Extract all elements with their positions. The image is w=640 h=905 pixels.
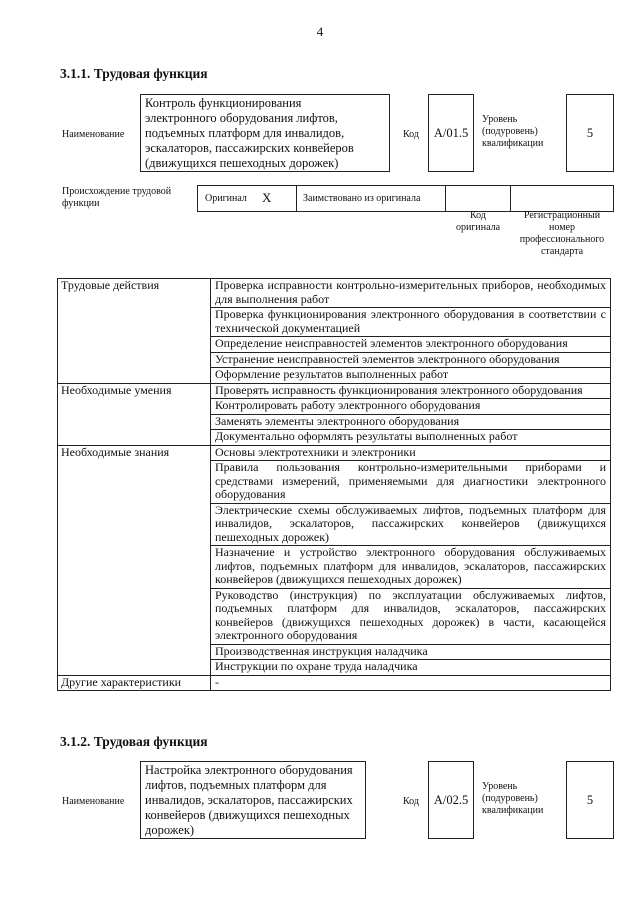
caption-line: Регистрационный [523, 210, 601, 221]
level-value-box [566, 761, 614, 839]
name-label: Наименование [62, 796, 125, 807]
level-label-line: Уровень [482, 781, 518, 792]
row-item: Заменять элементы электронного оборудования [211, 414, 611, 430]
row-item: Проверка функционирования электронного оборудования в соответствии с технической документацией [211, 308, 611, 337]
level-label-line: квалификации [482, 138, 544, 149]
section-heading: 3.1.1. Трудовая функция [60, 66, 208, 81]
row-item: - [211, 675, 611, 691]
labor-function-table [57, 278, 611, 691]
function-name-line: дорожек) [145, 823, 195, 837]
function-name-line: подъемных платформ для инвалидов, [145, 126, 345, 140]
level-value: 5 [586, 793, 594, 807]
borrowed-label: Заимствовано из оригинала [303, 193, 421, 204]
origin-original-cell [197, 185, 297, 212]
code-label: Код [403, 129, 419, 140]
origin-label-line: Происхождение трудовой [62, 186, 172, 197]
origin-label [62, 186, 171, 210]
code-value-box [428, 761, 474, 839]
row-item: Контролировать работу электронного оборудования [211, 399, 611, 415]
row-item: Основы электротехники и электроники [211, 445, 611, 461]
origin-code-cell [445, 185, 511, 212]
level-value: 5 [586, 126, 594, 140]
row-category: Необходимые умения [58, 383, 211, 445]
function-name-line: электронного оборудования лифтов, [145, 111, 338, 125]
code-value: A/02.5 [433, 793, 469, 807]
function-name-line: Контроль функционирования [145, 96, 302, 110]
row-item: Электрические схемы обслуживаемых лифтов, подъемных платформ для инвалидов, эскалаторов, пассажирских конвейеров (движущихся пешеходных дорожек) [211, 503, 611, 546]
row-category: Трудовые действия [58, 279, 211, 384]
function-name-line: Настройка электронного оборудования [145, 763, 353, 777]
caption-line: Код [470, 210, 486, 221]
row-item: Производственная инструкция наладчика [211, 644, 611, 660]
table-row [58, 383, 611, 399]
original-label: Оригинал [205, 193, 247, 204]
row-item: Документально оформлять результаты выполненных работ [211, 430, 611, 446]
row-item: Оформление результатов выполненных работ [211, 368, 611, 384]
table-row [58, 279, 611, 308]
row-item: Руководство (инструкция) по эксплуатации обслуживаемых лифтов, подъемных платформ для инвалидов, эскалаторов, пассажирских конвейеров (движущихся пешеходных дорожек) в части, касающейся электронного оборудования [211, 588, 611, 644]
caption-line: оригинала [455, 222, 501, 233]
caption-line: номер [549, 222, 575, 233]
level-label [482, 781, 543, 817]
row-category: Необходимые знания [58, 445, 211, 675]
row-category: Другие характеристики [58, 675, 211, 691]
row-item: Проверка исправности контрольно-измерительных приборов, необходимых для выполнения работ [211, 279, 611, 308]
section-heading: 3.1.2. Трудовая функция [60, 734, 208, 749]
caption-line: профессионального [519, 234, 605, 245]
function-name-line: лифтов, подъемных платформ для [145, 778, 327, 792]
origin-borrowed-cell [296, 185, 446, 212]
original-code-caption [445, 210, 511, 234]
level-label-line: Уровень [482, 114, 518, 125]
function-name-line: (движущихся пешеходных дорожек) [145, 156, 339, 170]
row-item: Устранение неисправностей элементов электронного оборудования [211, 352, 611, 368]
row-item: Инструкции по охране труда наладчика [211, 660, 611, 676]
code-value-box [428, 94, 474, 172]
name-label: Наименование [62, 129, 125, 140]
origin-label-line: функции [62, 198, 100, 209]
function-name-line: инвалидов, эскалаторов, пассажирских [145, 793, 353, 807]
level-label [482, 114, 543, 150]
code-value: A/01.5 [433, 126, 469, 140]
original-mark: X [262, 190, 272, 205]
table-row [58, 445, 611, 461]
function-name-box [140, 94, 390, 172]
level-value-box [566, 94, 614, 172]
function-name-box [140, 761, 366, 839]
function-name-line: эскалаторов, пассажирских конвейеров [145, 141, 354, 155]
page-number: 4 [316, 24, 324, 39]
function-name-line: конвейеров (движущихся пешеходных [145, 808, 350, 822]
caption-line: стандарта [540, 246, 584, 257]
row-item: Правила пользования контрольно-измерительными приборами и средствами измерений, применяемыми для диагностики электронного оборудования [211, 461, 611, 504]
origin-reg-cell [510, 185, 614, 212]
registration-caption [510, 210, 614, 258]
level-label-line: (подуровень) [482, 126, 538, 137]
level-label-line: (подуровень) [482, 793, 538, 804]
code-label: Код [403, 796, 419, 807]
row-item: Определение неисправностей элементов электронного оборудования [211, 337, 611, 353]
level-label-line: квалификации [482, 805, 544, 816]
row-item: Проверять исправность функционирования электронного оборудования [211, 383, 611, 399]
row-item: Назначение и устройство электронного оборудования обслуживаемых лифтов, подъемных платформ для инвалидов, эскалаторов, пассажирских конвейеров (движущихся пешеходных дорожек) [211, 546, 611, 589]
table-row [58, 675, 611, 691]
